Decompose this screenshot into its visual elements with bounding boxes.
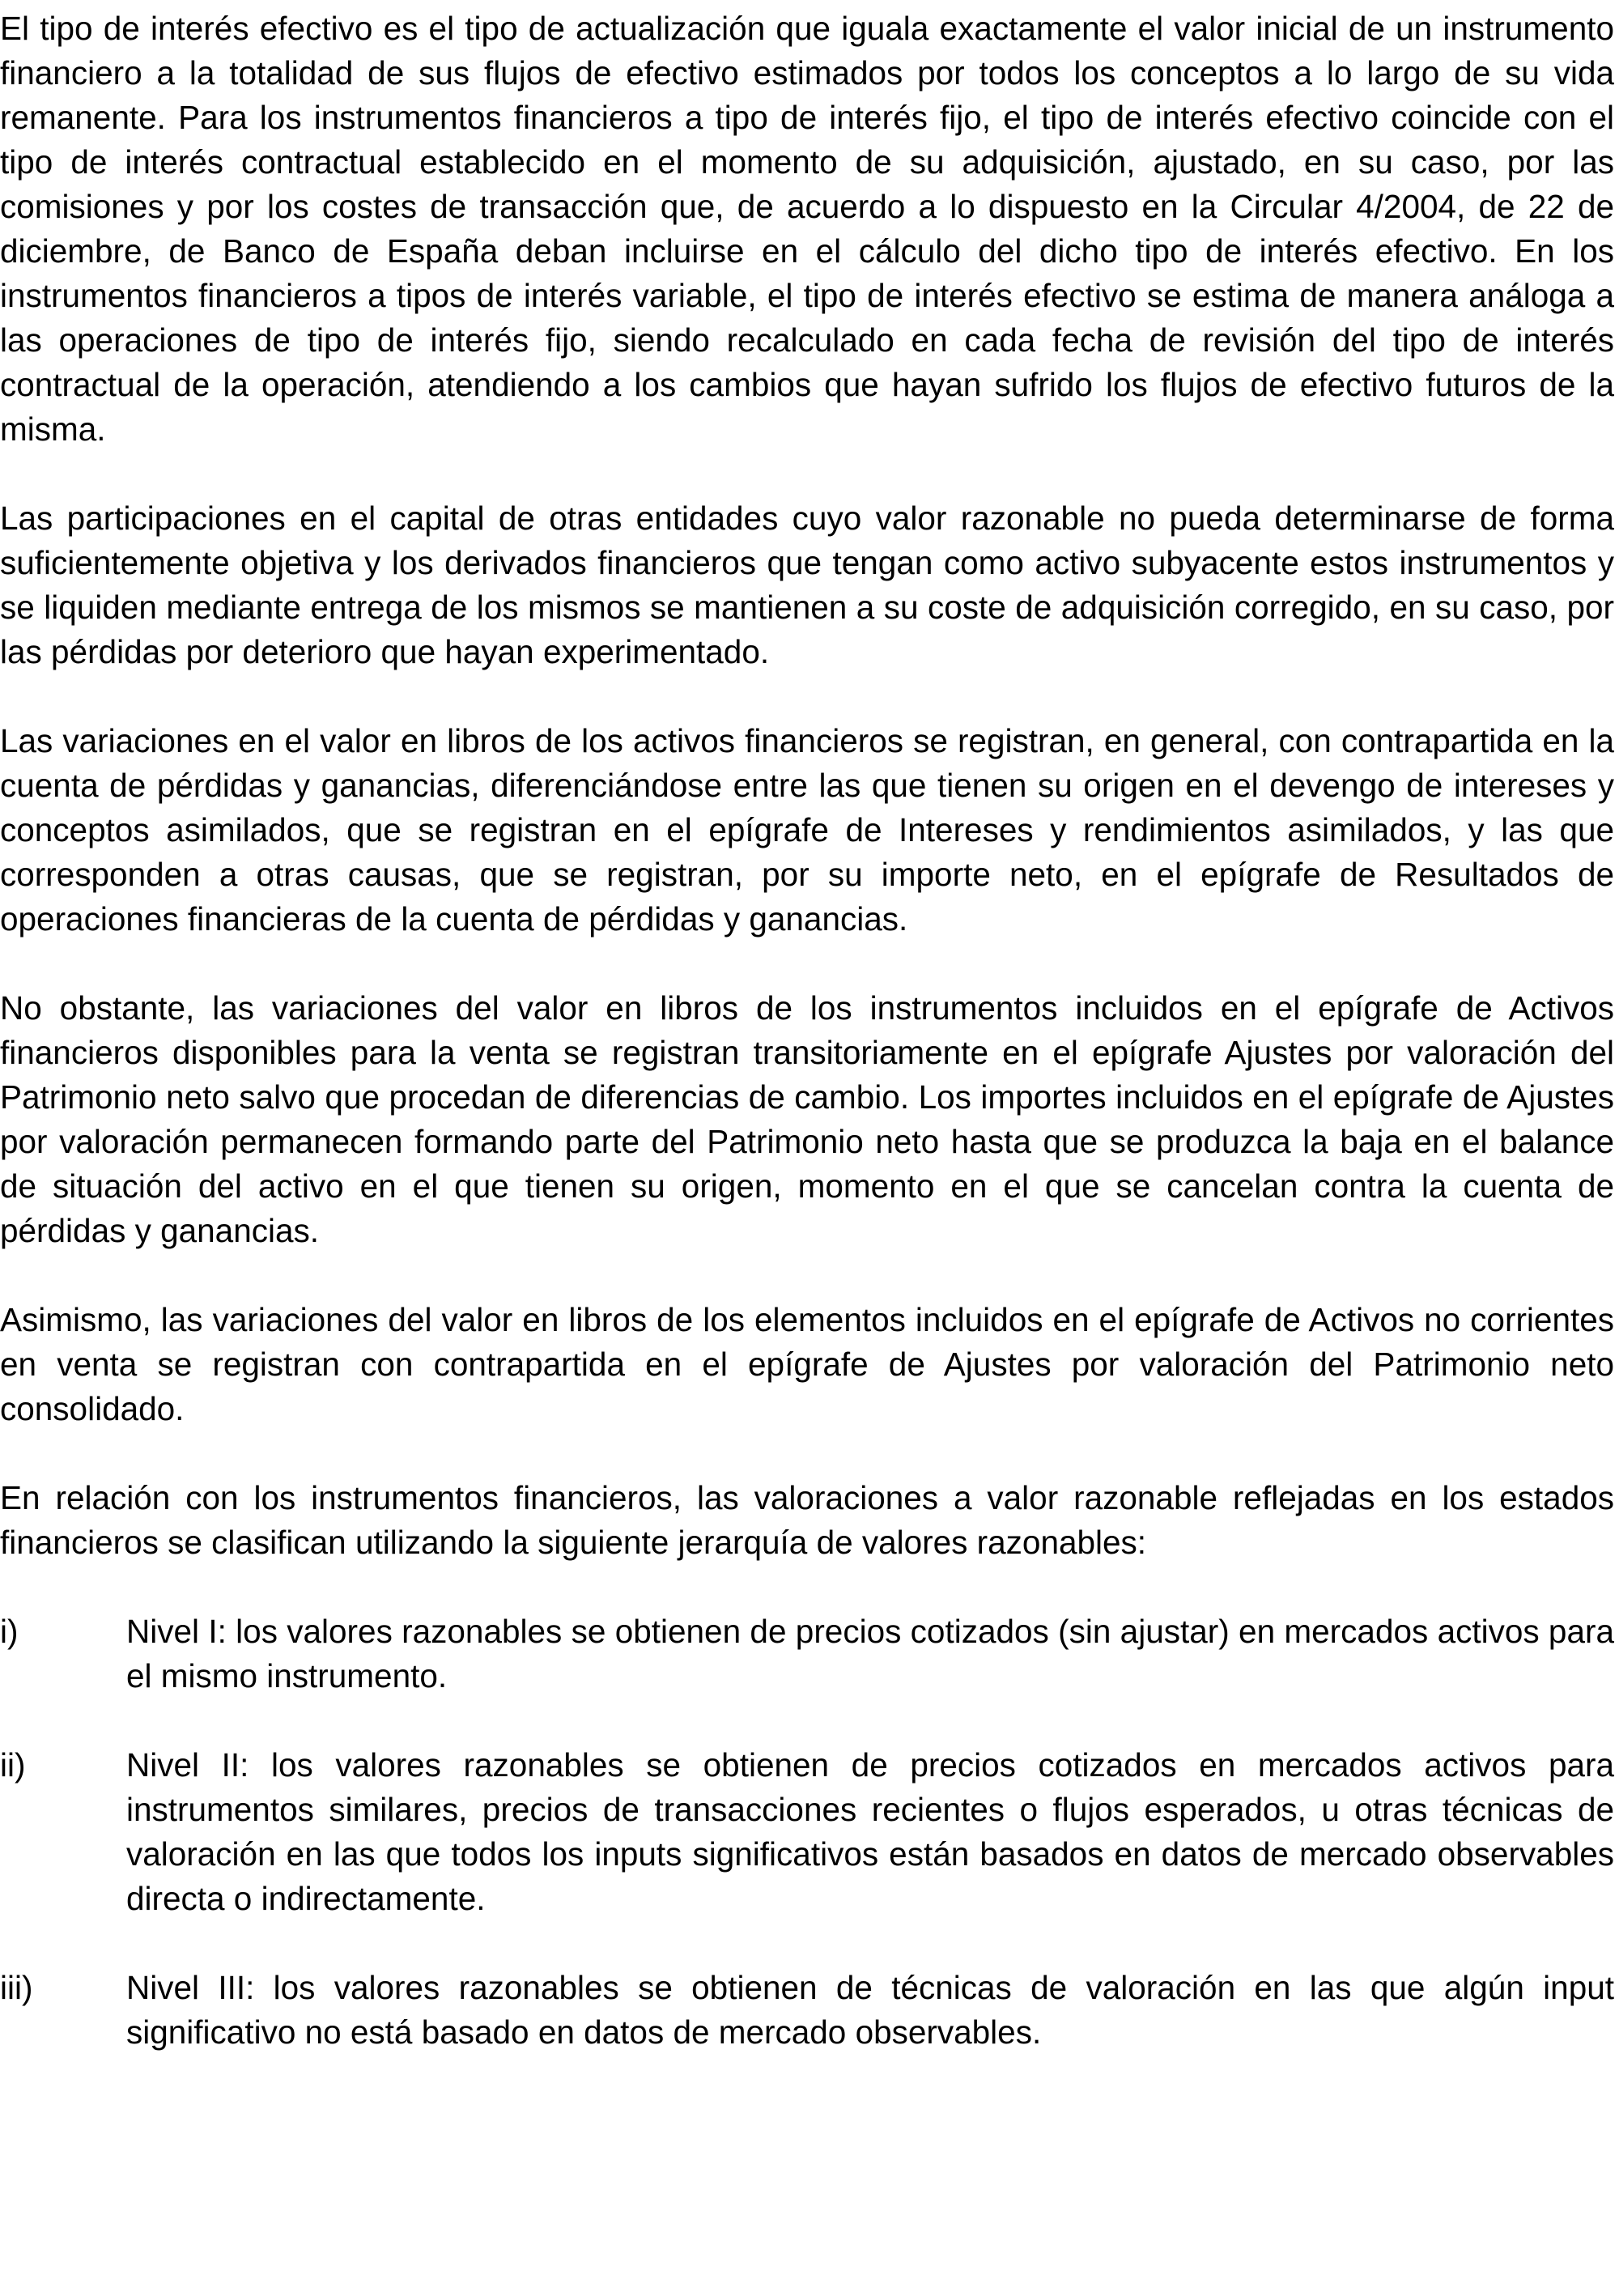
document-page: [0, 6, 1614, 2055]
paragraph-asimismo: Asimismo, las variaciones del valor en libros de los elementos incluidos en el epígrafe de Activos no corrientes en venta se registran con contrapartida en el epígrafe de Ajustes por valoración del Patrimonio neto consolidado.: [0, 1301, 1614, 1427]
paragraph-no-obstante: No obstante, las variaciones del valor en libros de los instrumentos incluidos en el epígrafe de Activos financieros disponibles para la venta se registran transitoriamente en el epígrafe Ajustes por valoración del Patrimonio neto salvo que procedan de diferencias de cambio. Los importes incluidos en el epígrafe de Ajustes por valoración permanecen formando parte del Patrimonio neto hasta que se produzca la baja en el balance de situación del activo en el que tienen su origen, momento en el que se cancelan contra la cuenta de pérdidas y ganancias.: [0, 989, 1614, 1249]
paragraph-tipo-interes-efectivo: El tipo de interés efectivo es el tipo de actualización que iguala exactamente el valor inicial de un instrumento financiero a la totalidad de sus flujos de efectivo estimados por todos los conceptos a lo largo de su vida remanente. Para los instrumentos financieros a tipo de interés fijo, el tipo de interés efectivo coincide con el tipo de interés contractual establecido en el momento de su adquisición, ajustado, en su caso, por las comisiones y por los costes de transacción que, de acuerdo a lo dispuesto en la Circular 4/2004, de 22 de diciembre, de Banco de España deban incluirse en el cálculo del dicho tipo de interés efectivo. En los instrumentos financieros a tipos de interés variable, el tipo de interés efectivo se estima de manera análoga a las operaciones de tipo de interés fijo, siendo recalculado en cada fecha de revisión del tipo de interés contractual de la operación, atendiendo a los cambios que hayan sufrido los flujos de efectivo futuros de la misma.: [0, 10, 1614, 448]
paragraph-participaciones-capital: Las participaciones en el capital de otras entidades cuyo valor razonable no pueda determinarse de forma suficientemente objetiva y los derivados financieros que tengan como activo subyacente estos instrumentos y se liquiden mediante entrega de los mismos se mantienen a su coste de adquisición corregido, en su caso, por las pérdidas por deterioro que hayan experimentado.: [0, 500, 1614, 670]
fair-value-hierarchy-list: [0, 1609, 1614, 2055]
paragraph-variaciones-valor-libros: Las variaciones en el valor en libros de los activos financieros se registran, en general, con contrapartida en la cuenta de pérdidas y ganancias, diferenciándose entre las que tienen su origen en el devengo de intereses y conceptos asimilados, que se registran en el epígrafe de Intereses y rendimientos asimilados, y las que corresponden a otras causas, que se registran, por su importe neto, en el epígrafe de Resultados de operaciones financieras de la cuenta de pérdidas y ganancias.: [0, 722, 1614, 938]
list-item-nivel-2: [0, 1743, 1614, 1921]
list-marker: ii): [0, 1746, 26, 1784]
list-item-text: Nivel II: los valores razonables se obtienen de precios cotizados en mercados activos para instrumentos similares, precios de transacciones recientes o flujos esperados, u otras técnicas de valoración en las que todos los inputs significativos están basados en datos de mercado observables directa o indirectamente.: [126, 1746, 1614, 1917]
list-item-text: Nivel I: los valores razonables se obtienen de precios cotizados (sin ajustar) en mercados activos para el mismo instrumento.: [126, 1613, 1614, 1694]
list-item-nivel-3: [0, 1966, 1614, 2055]
paragraph-jerarquia-intro: En relación con los instrumentos financieros, las valoraciones a valor razonable reflejadas en los estados financieros se clasifican utilizando la siguiente jerarquía de valores razonables:: [0, 1479, 1614, 1561]
list-marker: iii): [0, 1969, 33, 2006]
list-marker: i): [0, 1613, 19, 1650]
list-item-nivel-1: [0, 1609, 1614, 1699]
list-item-text: Nivel III: los valores razonables se obtienen de técnicas de valoración en las que algún input significativo no está basado en datos de mercado observables.: [126, 1969, 1614, 2051]
